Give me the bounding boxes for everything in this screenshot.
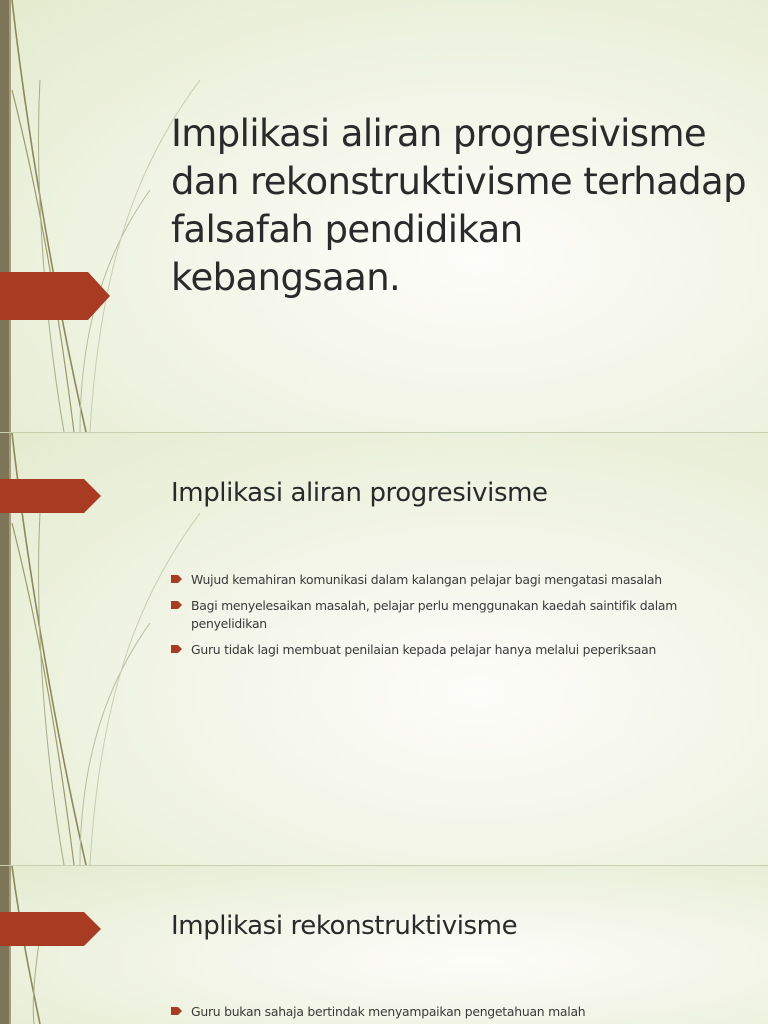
bullet-item [171, 1003, 731, 1021]
bullet-text: Wujud kemahiran komunikasi dalam kalangan pelajar bagi mengatasi masalah [191, 572, 662, 587]
slide-2 [0, 433, 768, 865]
slide-3 [0, 866, 768, 1024]
chevron-tag [0, 479, 102, 527]
bullet-text: Guru tidak lagi membuat penilaian kepada pelajar hanya melalui peperiksaan [191, 642, 657, 657]
slide-1 [0, 0, 768, 432]
bullet-list [171, 1003, 731, 1024]
chevron-tag [0, 912, 102, 960]
chevron-tag [0, 272, 112, 320]
arrow-bullet-icon [171, 1006, 183, 1016]
bullet-item [171, 571, 731, 589]
arrow-bullet-icon [171, 600, 183, 610]
bullet-text: Bagi menyelesaikan masalah, pelajar perlu menggunakan kaedah saintifik dalam penyelidikan [191, 598, 678, 631]
bullet-list [171, 571, 731, 667]
arrow-bullet-icon [171, 644, 183, 654]
arrow-bullet-icon [171, 574, 183, 584]
bullet-item [171, 641, 731, 659]
slide-title: Implikasi aliran progresivisme [171, 478, 548, 508]
slide-title: Implikasi aliran progresivisme dan rekonstruktivisme terhadap falsafah pendidikan kebangsaan. [171, 112, 747, 299]
bullet-text: Guru bukan sahaja bertindak menyampaikan pengetahuan malah [191, 1004, 586, 1019]
bullet-item [171, 597, 731, 633]
slide-title: Implikasi rekonstruktivisme [171, 911, 518, 941]
curved-lines-decoration [0, 0, 200, 432]
